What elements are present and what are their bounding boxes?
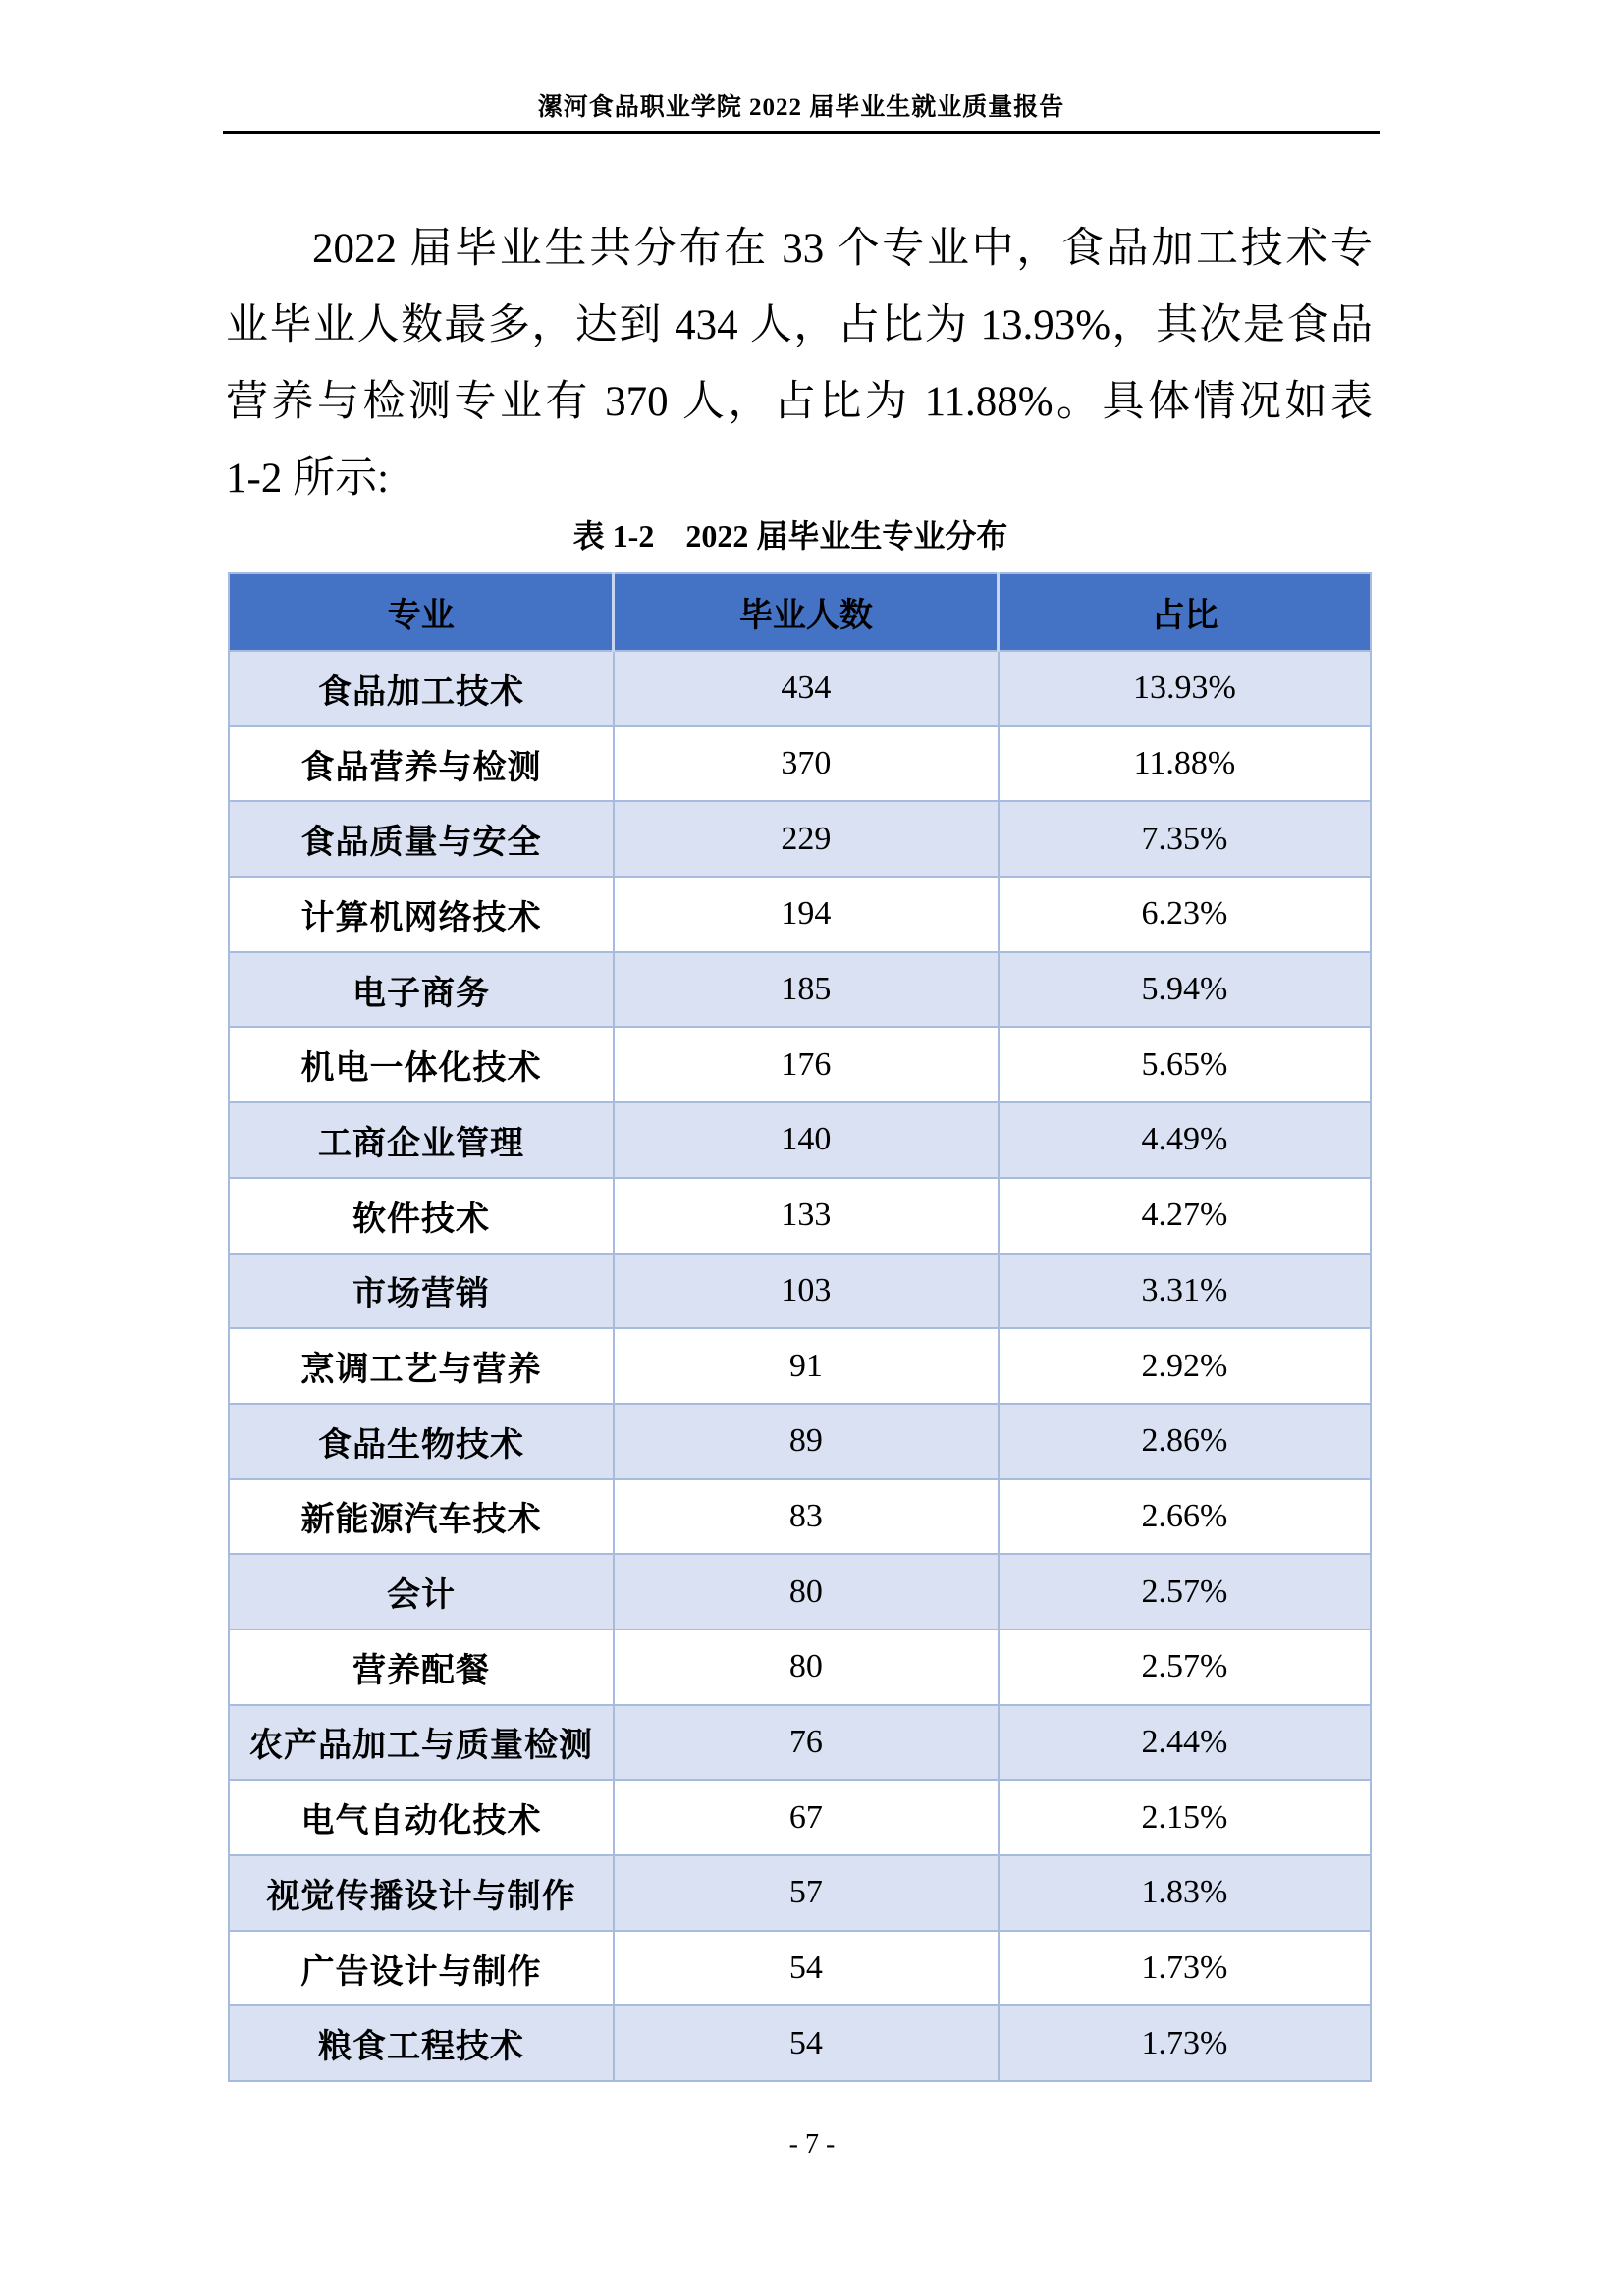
- graduate-count-cell: 370: [614, 726, 999, 802]
- table-row: [229, 1705, 1371, 1781]
- table-header-row: [229, 573, 1371, 651]
- percentage-cell: 4.49%: [999, 1102, 1371, 1178]
- percentage-cell: 1.73%: [999, 1931, 1371, 2006]
- table-caption: 表 1-2 2022 届毕业生专业分布: [572, 518, 1008, 554]
- graduate-count-cell: 83: [614, 1479, 999, 1555]
- table-row: [229, 1404, 1371, 1479]
- table-row: [229, 1102, 1371, 1178]
- percentage-cell: 7.35%: [999, 801, 1371, 877]
- graduate-count-cell: 185: [614, 952, 999, 1028]
- major-cell: 新能源汽车技术: [229, 1479, 614, 1555]
- table-body: [229, 651, 1371, 2081]
- column-header: 占比: [999, 573, 1371, 651]
- percentage-cell: 1.73%: [999, 2005, 1371, 2081]
- graduate-count-cell: 54: [614, 2005, 999, 2081]
- paragraph-line: 业毕业人数最多，达到 434 人，占比为 13.93%，其次是食品: [226, 302, 1373, 348]
- graduate-count-cell: 176: [614, 1027, 999, 1102]
- major-distribution-table: [228, 572, 1372, 2082]
- graduate-count-cell: 140: [614, 1102, 999, 1178]
- percentage-cell: 4.27%: [999, 1178, 1371, 1254]
- major-cell: 会计: [229, 1554, 614, 1629]
- page-header-title: 漯河食品职业学院 2022 届毕业生就业质量报告: [537, 94, 1065, 121]
- table-row: [229, 1780, 1371, 1855]
- major-cell: 烹调工艺与营养: [229, 1328, 614, 1404]
- percentage-cell: 2.57%: [999, 1554, 1371, 1629]
- percentage-cell: 2.66%: [999, 1479, 1371, 1555]
- major-cell: 计算机网络技术: [229, 877, 614, 952]
- percentage-cell: 2.92%: [999, 1328, 1371, 1404]
- table-row: [229, 877, 1371, 952]
- table-row: [229, 1554, 1371, 1629]
- table-row: [229, 726, 1371, 802]
- major-cell: 食品生物技术: [229, 1404, 614, 1479]
- table-row: [229, 1479, 1371, 1555]
- graduate-count-cell: 434: [614, 651, 999, 726]
- percentage-cell: 13.93%: [999, 651, 1371, 726]
- graduate-count-cell: 91: [614, 1328, 999, 1404]
- header-rule: [223, 131, 1380, 134]
- paragraph-line: 2022 届毕业生共分布在 33 个专业中，食品加工技术专: [312, 226, 1373, 272]
- column-header: 毕业人数: [614, 573, 999, 651]
- major-cell: 软件技术: [229, 1178, 614, 1254]
- body-paragraph: [226, 211, 1373, 517]
- major-cell: 机电一体化技术: [229, 1027, 614, 1102]
- table-row: [229, 1855, 1371, 1931]
- table-row: [229, 1931, 1371, 2006]
- graduate-count-cell: 194: [614, 877, 999, 952]
- percentage-cell: 1.83%: [999, 1855, 1371, 1931]
- paragraph-line: 营养与检测专业有 370 人，占比为 11.88%。具体情况如表: [226, 379, 1373, 425]
- graduate-count-cell: 76: [614, 1705, 999, 1781]
- table-row: [229, 1629, 1371, 1705]
- percentage-cell: 5.94%: [999, 952, 1371, 1028]
- graduate-count-cell: 133: [614, 1178, 999, 1254]
- graduate-count-cell: 80: [614, 1629, 999, 1705]
- percentage-cell: 3.31%: [999, 1254, 1371, 1329]
- percentage-cell: 2.57%: [999, 1629, 1371, 1705]
- table-row: [229, 952, 1371, 1028]
- column-header: 专业: [229, 573, 614, 651]
- major-cell: 营养配餐: [229, 1629, 614, 1705]
- paragraph-line: 1-2 所示:: [226, 455, 390, 502]
- major-cell: 农产品加工与质量检测: [229, 1705, 614, 1781]
- major-cell: 电气自动化技术: [229, 1780, 614, 1855]
- major-cell: 视觉传播设计与制作: [229, 1855, 614, 1931]
- percentage-cell: 5.65%: [999, 1027, 1371, 1102]
- major-cell: 电子商务: [229, 952, 614, 1028]
- percentage-cell: 6.23%: [999, 877, 1371, 952]
- graduate-count-cell: 67: [614, 1780, 999, 1855]
- graduate-count-cell: 103: [614, 1254, 999, 1329]
- major-cell: 粮食工程技术: [229, 2005, 614, 2081]
- percentage-cell: 11.88%: [999, 726, 1371, 802]
- table-row: [229, 801, 1371, 877]
- major-cell: 食品营养与检测: [229, 726, 614, 802]
- table-row: [229, 1027, 1371, 1102]
- graduate-count-cell: 54: [614, 1931, 999, 2006]
- major-cell: 工商企业管理: [229, 1102, 614, 1178]
- page-number: - 7 -: [788, 2129, 836, 2160]
- major-cell: 市场营销: [229, 1254, 614, 1329]
- percentage-cell: 2.86%: [999, 1404, 1371, 1479]
- table-row: [229, 651, 1371, 726]
- percentage-cell: 2.44%: [999, 1705, 1371, 1781]
- table-row: [229, 2005, 1371, 2081]
- major-cell: 食品质量与安全: [229, 801, 614, 877]
- percentage-cell: 2.15%: [999, 1780, 1371, 1855]
- table-header: [229, 573, 1371, 651]
- graduate-count-cell: 57: [614, 1855, 999, 1931]
- graduate-count-cell: 229: [614, 801, 999, 877]
- table-row: [229, 1178, 1371, 1254]
- graduate-count-cell: 80: [614, 1554, 999, 1629]
- table-row: [229, 1328, 1371, 1404]
- table-row: [229, 1254, 1371, 1329]
- major-cell: 食品加工技术: [229, 651, 614, 726]
- graduate-count-cell: 89: [614, 1404, 999, 1479]
- major-cell: 广告设计与制作: [229, 1931, 614, 2006]
